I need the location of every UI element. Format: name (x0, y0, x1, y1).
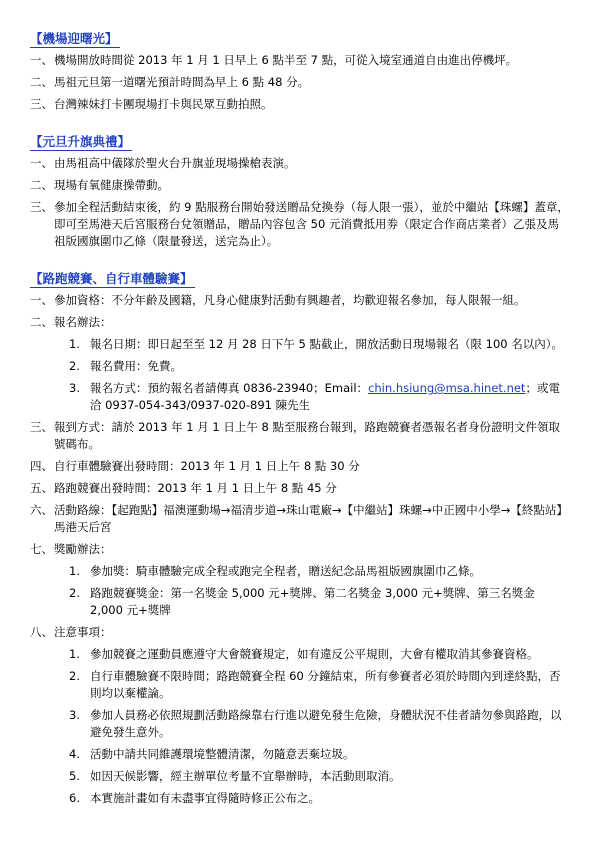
registration-phone-text: ；或電洽 0937-054-343/0937-020-891 陳先生 (90, 381, 560, 412)
item-text: 機場開放時間從 2013 年 1 月 1 日早上 6 點半至 7 點，可從入境室通道自由進出停機坪。 (54, 53, 518, 67)
list-item (30, 52, 570, 69)
sub-item-text: 參加獎：騎車體驗完成全程或跑完全程者，贈送紀念品馬祖版國旗圍巾乙條。 (90, 564, 481, 578)
section-airport-sunrise (30, 30, 570, 113)
sub-item-text: 路跑競賽獎金：第一名獎金 5,000 元+獎牌、第二名獎金 3,000 元+獎牌、第三名獎金 2,000 元+獎牌 (90, 586, 535, 617)
sub-list-item (30, 768, 570, 785)
sub-item-text: 如因天候影響，經主辦單位考量不宜舉辦時，本活動則取消。 (90, 769, 401, 783)
sub-list-item (30, 336, 570, 353)
list-item (30, 458, 570, 475)
sub-item-number: 2. (69, 359, 80, 373)
sub-item-number: 6. (69, 791, 80, 805)
sub-item-text: 報名日期：即日起至至 12 月 28 日下午 5 點截止，開放活動日現場報名（限 100 名以內）。 (90, 337, 564, 351)
sub-list-item (30, 358, 570, 375)
section-heading: 【路跑競賽、自行車體驗賽】 (30, 271, 193, 286)
list-item (30, 96, 570, 113)
sub-list-item (30, 668, 570, 702)
section-heading: 【機場迎曙光】 (30, 31, 118, 46)
sub-item-number: 1. (69, 337, 80, 351)
list-item (30, 155, 570, 172)
item-text: 參加資格：不分年齡及國籍，凡身心健康對活動有興趣者，均歡迎報名參加，每人限報一組。 (54, 293, 526, 307)
sub-item-number: 1. (69, 647, 80, 661)
item-number: 八、 (30, 625, 53, 639)
sub-list-item (30, 707, 570, 741)
list-item (30, 419, 570, 453)
item-text: 注意事項： (54, 625, 112, 639)
sub-item-number: 1. (69, 564, 80, 578)
item-text: 活動路線：【起跑點】福澳運動場→福清步道→珠山電廠→【中繼站】珠螺→中正國中小學→【終點站】馬港天后宮 (54, 503, 568, 534)
list-item (30, 292, 570, 309)
item-number: 四、 (30, 459, 53, 473)
item-number: 二、 (30, 178, 53, 192)
item-text: 報名辦法： (54, 315, 112, 329)
sub-list-item (30, 646, 570, 663)
sub-item-text: 活動中請共同維護環境整體清潔，勿隨意丟棄垃圾。 (90, 747, 355, 761)
sub-item-number: 4. (69, 747, 80, 761)
sub-item-text: 報名費用：免費。 (90, 359, 182, 373)
item-number: 三、 (30, 200, 53, 214)
sub-item-text: 自行車體驗賽不限時間；路跑競賽全程 60 分鐘結束，所有參賽者必須於時間內到達終點，否則均以棄權論。 (90, 669, 561, 700)
item-text: 台灣辣妹打卡團現場打卡與民眾互動拍照。 (54, 97, 273, 111)
sub-item-text: 參加人員務必依照規劃活動路線靠右行進以避免發生危險，身體狀況不佳者請勿參與路跑，以避免發生意外。 (90, 708, 562, 739)
list-item (30, 74, 570, 91)
item-number: 六、 (30, 503, 53, 517)
item-number: 二、 (30, 315, 53, 329)
list-item (30, 624, 570, 641)
list-item (30, 480, 570, 497)
sub-item-text (90, 380, 570, 414)
sub-list-item (30, 790, 570, 807)
list-item (30, 199, 570, 250)
email-link[interactable]: chin.hsiung@msa.hinet.net (368, 381, 526, 395)
list-item (30, 177, 570, 194)
sub-list-item (30, 380, 570, 414)
section-race (30, 270, 570, 807)
item-number: 七、 (30, 542, 53, 556)
item-text: 現場有氧健康操帶動。 (54, 178, 169, 192)
item-number: 三、 (30, 97, 53, 111)
sub-item-number: 2. (69, 669, 80, 683)
sub-item-text: 本實施計畫如有未盡事宜得隨時修正公布之。 (90, 791, 320, 805)
item-text: 報到方式：請於 2013 年 1 月 1 日上午 8 點至服務台報到，路跑競賽者憑報名者身份證明文件領取號碼布。 (54, 420, 560, 451)
section-flag-ceremony (30, 133, 570, 250)
section-heading: 【元旦升旗典禮】 (30, 134, 131, 149)
item-text: 路跑競賽出發時間：2013 年 1 月 1 日上午 8 點 45 分 (54, 481, 337, 495)
sub-item-number: 3. (69, 381, 80, 395)
item-number: 三、 (30, 420, 53, 434)
sub-list-item (30, 746, 570, 763)
item-text: 自行車體驗賽出發時間：2013 年 1 月 1 日上午 8 點 30 分 (54, 459, 360, 473)
list-item (30, 502, 570, 536)
sub-item-number: 2. (69, 586, 80, 600)
item-number: 一、 (30, 293, 53, 307)
sub-item-number: 5. (69, 769, 80, 783)
item-number: 五、 (30, 481, 53, 495)
list-item (30, 541, 570, 558)
item-number: 二、 (30, 75, 53, 89)
item-text: 馬祖元旦第一道曙光預計時間為早上 6 點 48 分。 (54, 75, 310, 89)
sub-item-number: 3. (69, 708, 80, 722)
registration-method-text: 報名方式：預約報名者請傳真 0836-23940；Email： (90, 381, 369, 395)
sub-item-text: 參加競賽之運動員應遵守大會競賽規定，如有違反公平規則，大會有權取消其參賽資格。 (90, 647, 539, 661)
item-number: 一、 (30, 53, 53, 67)
sub-list-item (30, 585, 570, 619)
item-number: 一、 (30, 156, 53, 170)
list-item (30, 314, 570, 331)
item-text: 參加全程活動結束後，約 9 點服務台開始發送贈品兌換券（每人限一張），並於中繼站【珠螺】蓋章，即可至馬港天后宮服務台兌領贈品，贈品內容包含 50 元消費抵用劵（限定合作商店業者）乙張及馬祖版國旗圍巾乙條（限量發送，送完為止）。 (54, 200, 569, 248)
sub-list-item (30, 563, 570, 580)
item-text: 獎勵辦法： (54, 542, 112, 556)
item-text: 由馬祖高中儀隊於聖火台升旗並現場操槍表演。 (54, 156, 296, 170)
